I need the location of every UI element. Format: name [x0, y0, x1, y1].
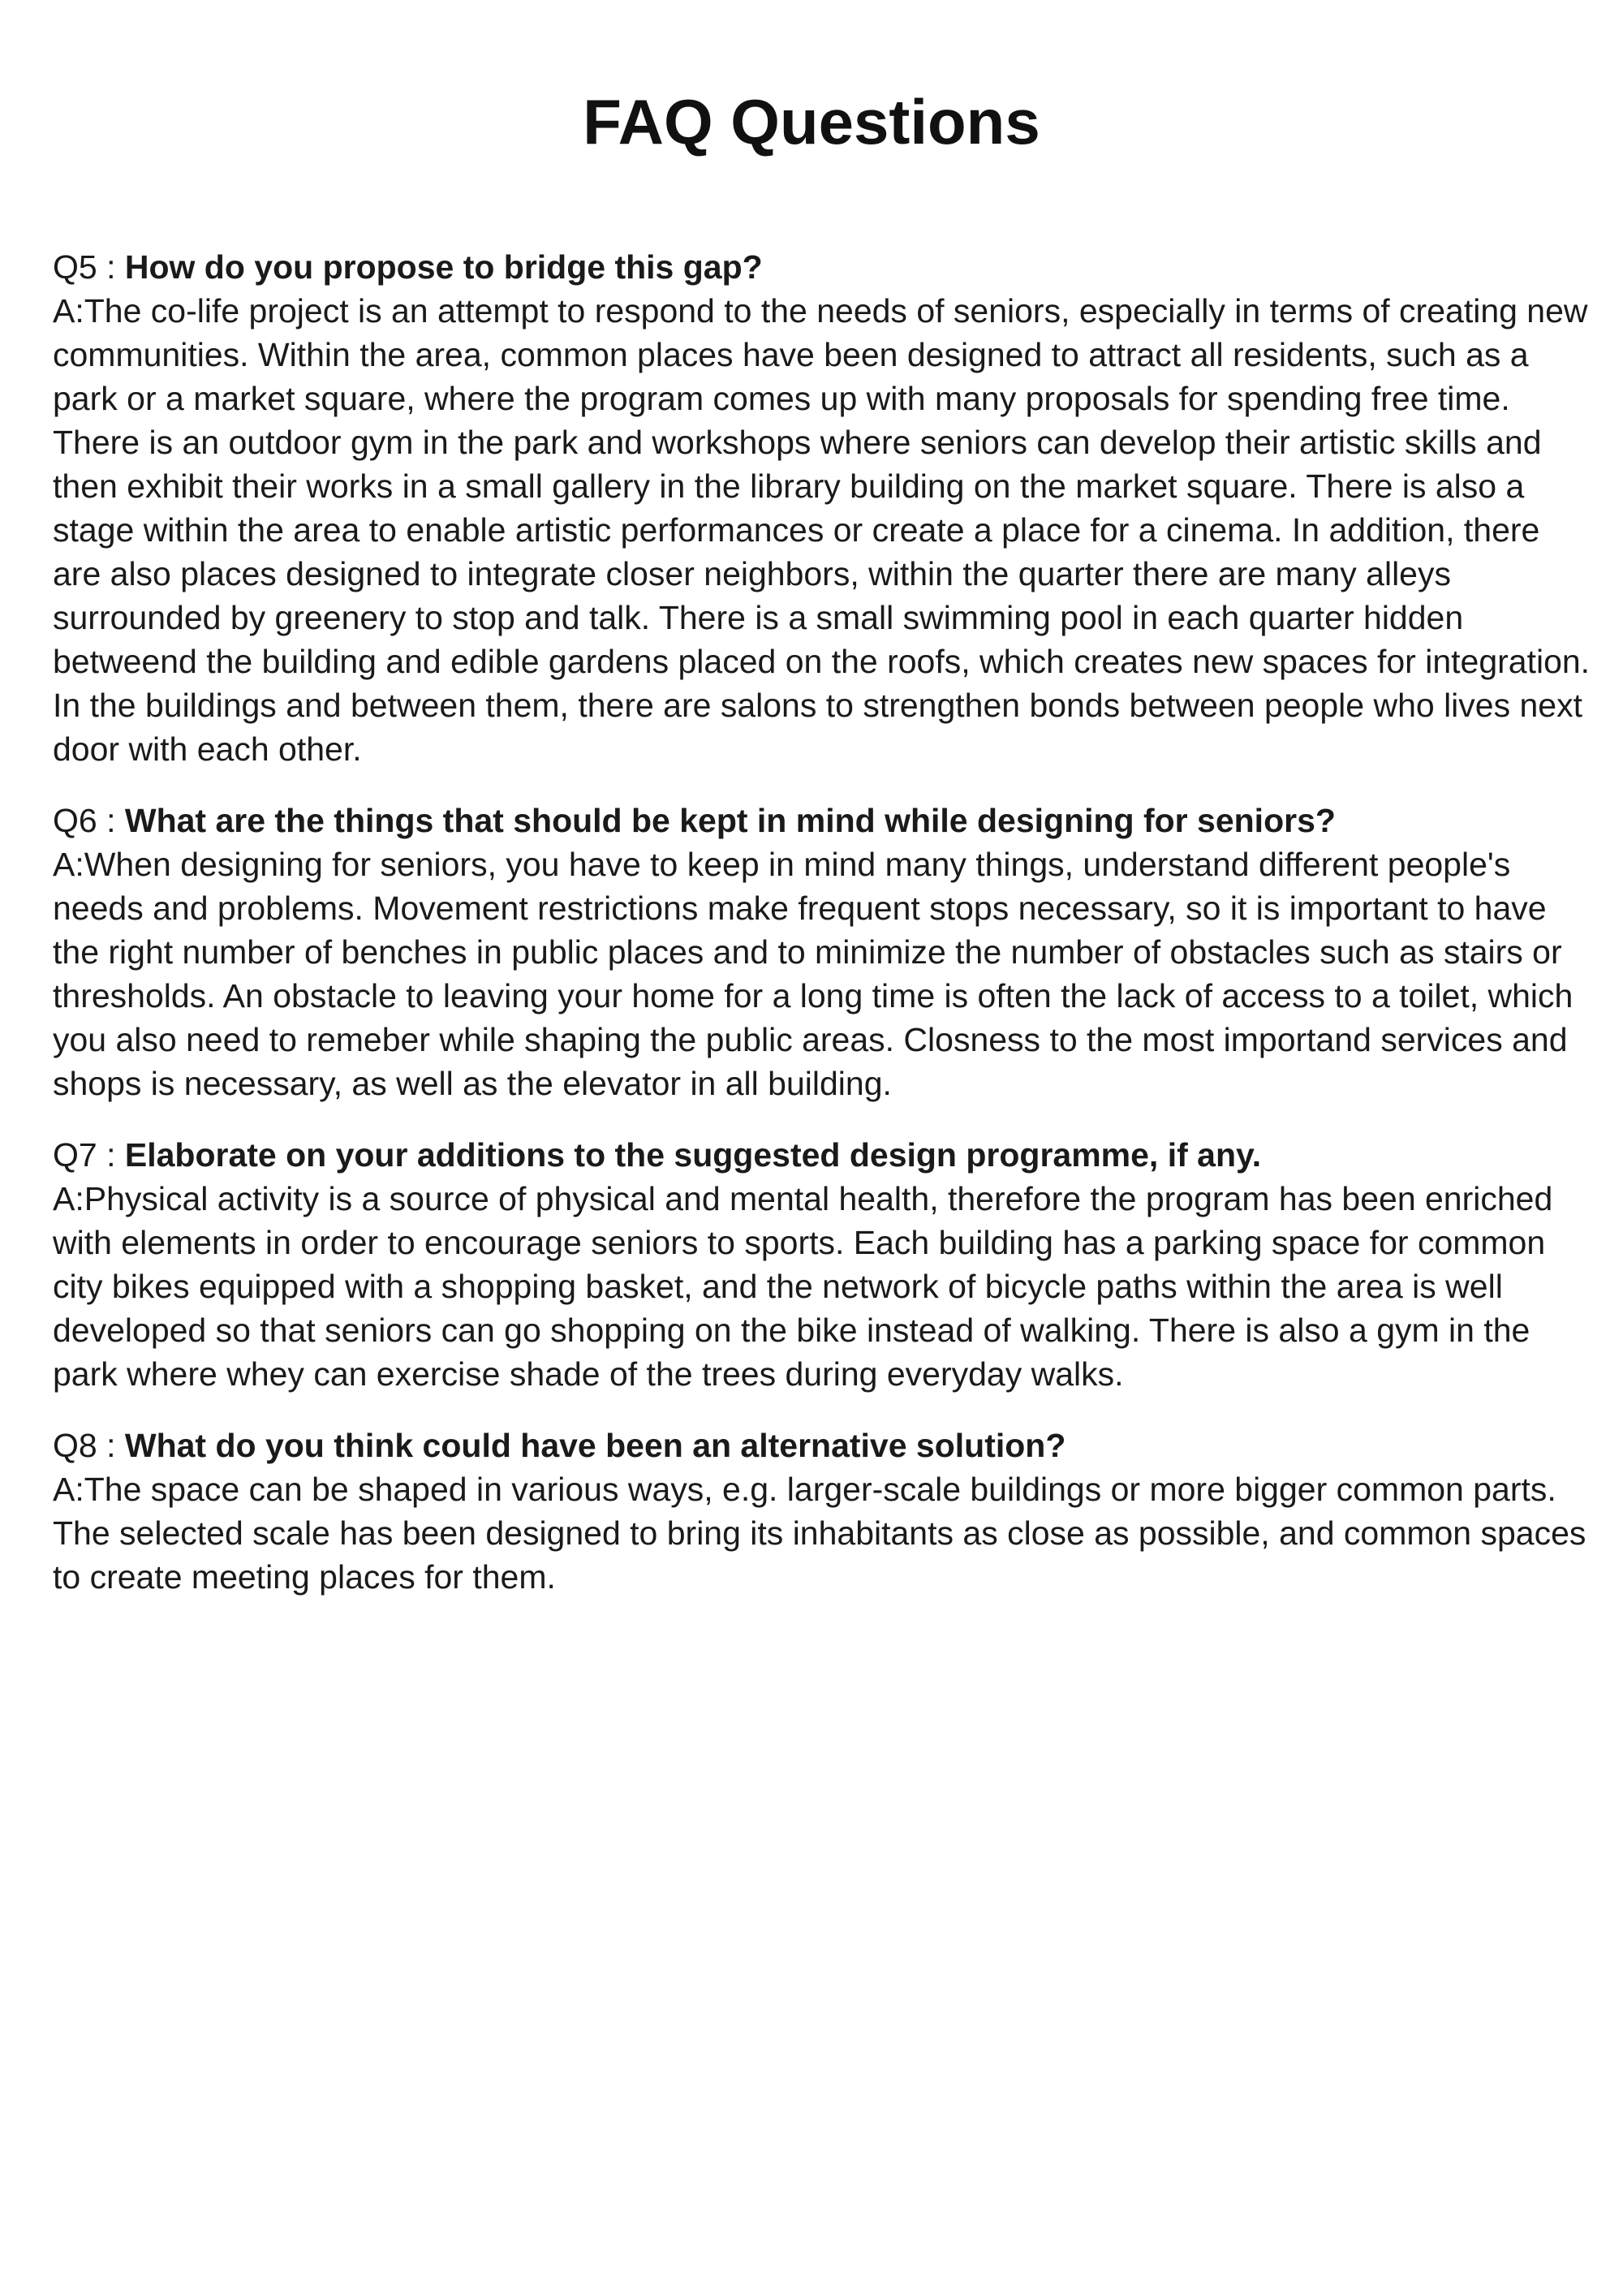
faq-question [53, 799, 1595, 842]
faq-item-q5 [53, 245, 1595, 771]
question-number: Q5 : [53, 248, 125, 286]
faq-answer: A:Physical activity is a source of physical and mental health, therefore the program has been enriched with elements in order to encourage seniors to sports. Each building has a parking space for common city bikes equipped with a shopping basket, and the network of bicycle paths within the area is well developed so that seniors can go shopping on the bike instead of walking. There is also a gym in the park where whey can exercise shade of the trees during everyday walks. [53, 1180, 1553, 1393]
question-number: Q8 : [53, 1427, 125, 1464]
faq-answer: A:The co-life project is an attempt to respond to the needs of seniors, especially in terms of creating new communities. Within the area, common places have been designed to attract all residents, such as a park or a market square, where the program comes up with many proposals for spending free time. There is an outdoor gym in the park and workshops where seniors can develop their artistic skills and then exhibit their works in a small gallery in the library building on the market square. There is also a stage within the area to enable artistic performances or create a place for a cinema. In addition, there are also places designed to integrate closer neighbors, within the quarter there are many alleys surrounded by greenery to stop and talk. There is a small swimming pool in each quarter hidden betweend the building and edible gardens placed on the roofs, which creates new spaces for integration. In the buildings and between them, there are salons to strengthen bonds between people who lives next door with each other. [53, 292, 1591, 768]
faq-item-q6 [53, 799, 1595, 1105]
faq-question [53, 245, 1595, 289]
question-text: Elaborate on your additions to the suggested design programme, if any. [124, 1136, 1262, 1174]
faq-answer: A:The space can be shaped in various ways, e.g. larger-scale buildings or more bigger common parts. The selected scale has been designed to bring its inhabitants as close as possible, and common spaces to create meeting places for them. [53, 1471, 1586, 1596]
question-number: Q7 : [53, 1136, 125, 1174]
page-title: FAQ Questions [583, 86, 1040, 157]
question-text: What do you think could have been an alternative solution? [124, 1427, 1066, 1464]
question-text: What are the things that should be kept in mind while designing for seniors? [124, 802, 1336, 839]
faq-item-q8 [53, 1424, 1595, 1599]
faq-answer: A:When designing for seniors, you have to keep in mind many things, understand different people's needs and problems. Movement restrictions make frequent stops necessary, so it is important to have the right number of benches in public places and to minimize the number of obstacles such as stairs or thresholds. An obstacle to leaving your home for a long time is often the lack of access to a toilet, which you also need to remeber while shaping the public areas. Closness to the most importand services and shops is necessary, as well as the elevator in all building. [53, 846, 1573, 1102]
faq-question [53, 1133, 1595, 1177]
faq-item-q7 [53, 1133, 1595, 1396]
faq-question [53, 1424, 1595, 1467]
faq-list [53, 245, 1595, 1626]
question-text: How do you propose to bridge this gap? [124, 248, 763, 286]
question-number: Q6 : [53, 802, 125, 839]
